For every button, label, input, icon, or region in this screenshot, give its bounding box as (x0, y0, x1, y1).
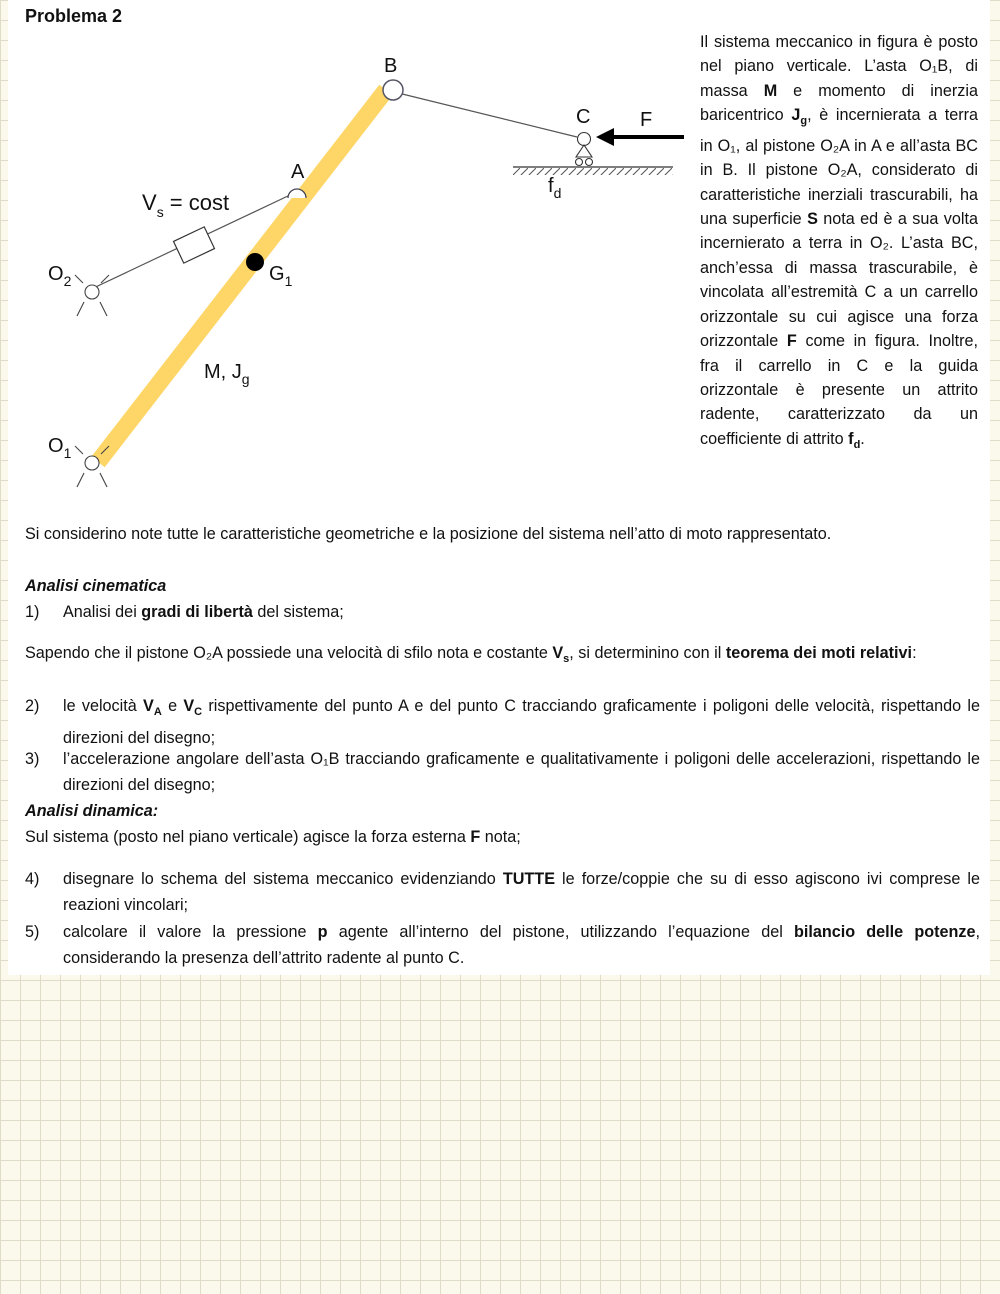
rod-o1b (98, 90, 386, 462)
label-o2: $O_2$ (48, 263, 72, 289)
label-o1: $O_1$ (48, 435, 72, 461)
link-bc (386, 90, 577, 137)
hinge-b (383, 80, 403, 100)
label-a: A (291, 161, 305, 183)
system-description: Il sistema meccanico in figura è posto nel piano verticale. L’asta O₁B, di massa M e momento di inerzia baricentrico $J_g$, è incernierata a terra in O₁, al pistone O₂A in A e all’asta BC in B. Il pistone O₂A, considerato di caratteristiche inerziali trascurabili, ha una superficie S nota ed è a sua volta incernierato a terra in O₂. L’asta BC, anch’essa di massa trascurabile, è vincolata all’estremità C a un carrello orizzontale su cui agisce una forza orizzontale F come in figura. Inoltre, fra il carrello in C e la guida orizzontale è presente un attrito radente, caratterizzato da un coefficiente di attrito $f_d$. (700, 33, 979, 451)
question-2: 2) le velocità $V_A$ e $V_C$ rispettivamente del punto A e del punto C tracciando graficamente i poligoni delle velocità, rispettando le direzioni del disegno; (25, 697, 981, 748)
label-b: B (384, 55, 398, 77)
question-4: 4) disegnare lo schema del sistema meccanico evidenziando TUTTE le forze/coppie che su di esso agiscono ivi comprese le reazioni vincolari; (25, 870, 980, 914)
mechanism-figure (8, 0, 698, 510)
label-g1: $G_1$ (269, 263, 293, 289)
question-5: 5) calcolare il valore la pressione p agente all’interno del pistone, utilizzando l’equazione del bilancio delle potenze, considerando la presenza dell’attrito radente al punto C. (25, 923, 980, 967)
center-of-mass-g1 (246, 253, 264, 271)
horizontal-guide (513, 167, 673, 175)
label-vs: $V_s = \cos t$ (142, 190, 230, 220)
dynamics-heading: Analisi dinamica: (25, 802, 159, 820)
kinematics-heading: Analisi cinematica (25, 577, 167, 595)
ground-hinge-o2 (75, 275, 109, 316)
problem-title: Problema 2 (25, 6, 123, 26)
label-fd: $f_d$ (548, 175, 562, 201)
label-c: C (576, 106, 591, 128)
cart-c (576, 133, 593, 166)
exercise-sheet (8, 0, 990, 975)
dynamics-intro: Sul sistema (posto nel piano verticale) agisce la forza esterna F nota; (25, 828, 521, 846)
kinematics-intro: Sapendo che il pistone O₂A possiede una velocità di sfilo nota e costante $V_s$, si determinino con il teorema dei moti relativi: (25, 644, 917, 666)
question-1: 1) Analisi dei gradi di libertà del sistema; (25, 603, 344, 621)
piston-cylinder (174, 227, 215, 263)
label-f: F (640, 109, 653, 131)
intro-paragraph: Si considerino note tutte le caratteristiche geometriche e la posizione del sistema nell’atto di moto rappresentato. (25, 525, 832, 543)
label-mass-inertia: M, $J_g$ (204, 361, 250, 387)
question-3: 3) l’accelerazione angolare dell’asta O₁B tracciando graficamente e qualitativamente i poligoni delle accelerazioni, rispettando le direzioni del disegno; (25, 750, 980, 794)
